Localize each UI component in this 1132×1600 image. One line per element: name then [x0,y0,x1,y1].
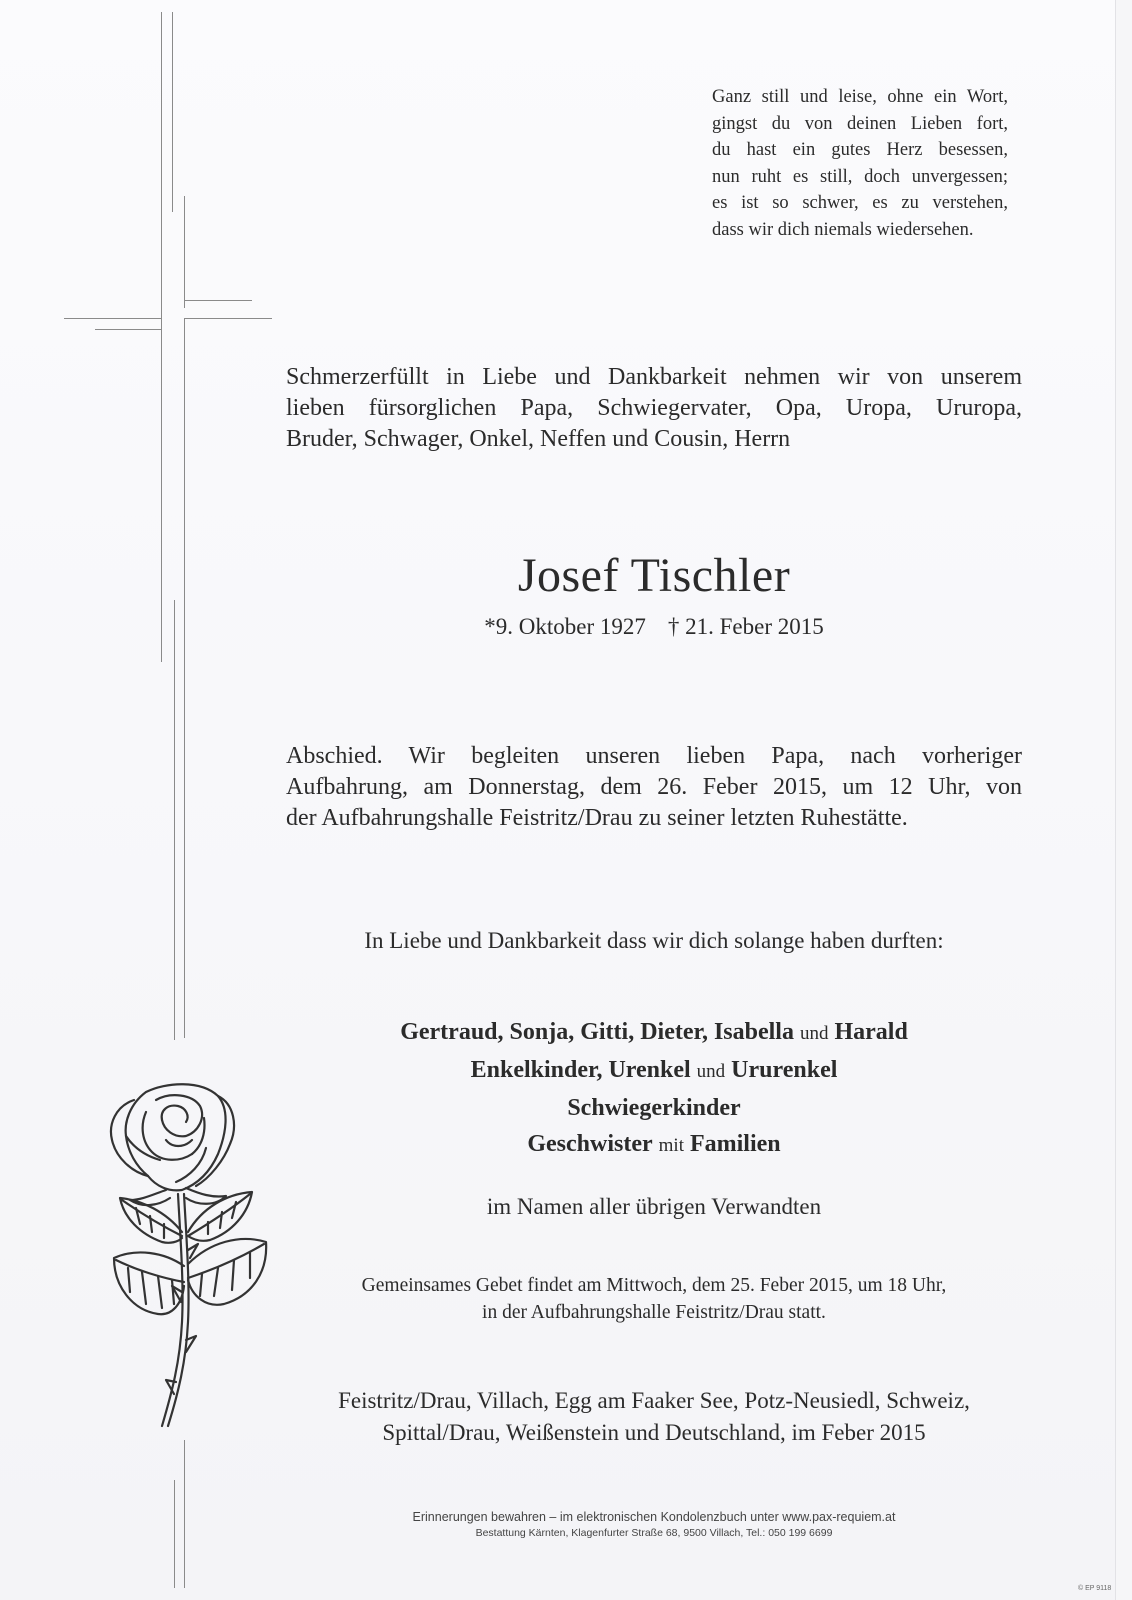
poem-line: nun ruht es still, doch unvergessen; [712,166,1008,187]
intro-line: Schmerzerfüllt in Liebe und Dankbarkeit nehmen wir von unserem [286,364,1022,390]
death-date: † 21. Feber 2015 [667,614,824,639]
places-line: Spittal/Drau, Weißenstein und Deutschland, im Feber 2015 [382,1420,926,1445]
family-line-3 [286,1090,1022,1126]
prayer-line: in der Aufbahrungshalle Feistritz/Drau statt. [482,1302,826,1323]
poem-line: es ist so schwer, es zu verstehen, [712,193,1008,213]
farewell-line: der Aufbahrungshalle Feistritz/Drau zu seiner letzten Ruhestätte. [286,805,908,831]
places-line: Feistritz/Drau, Villach, Egg am Faaker See, Potz-Neusiedl, Schweiz, [338,1388,970,1413]
relatives-line: im Namen aller übrigen Verwandten [486,1194,822,1219]
farewell-line: Abschied. Wir begleiten unseren lieben Papa, nach vorheriger [286,743,1022,769]
family-names: Familien [689,1131,781,1157]
life-dates [286,612,1022,642]
intro-paragraph [286,362,1022,455]
conjunction: und [696,1061,726,1082]
family-list [286,1014,1022,1164]
family-line-4 [286,1126,1022,1164]
poem-line: du hast ein gutes Herz besessen, [712,140,1008,160]
prayer-notice [286,1272,1022,1326]
conjunction: und [799,1023,829,1044]
family-names: Harald [834,1019,908,1045]
family-names: Geschwister [527,1131,653,1157]
birth-date: *9. Oktober 1927 [484,614,646,639]
family-names: Enkelkinder, Urenkel [470,1057,691,1083]
farewell-line: Aufbahrung, am Donnerstag, dem 26. Feber 2015, um 12 Uhr, von [286,774,1022,800]
family-line-2 [286,1052,1022,1090]
family-names: Schwiegerkinder [567,1095,741,1121]
family-names: Ururenkel [731,1057,838,1083]
footer-condolence-line: Erinnerungen bewahren – im elektronischen Kondolenzbuch unter www.pax-requiem.at [412,1510,896,1524]
prayer-line: Gemeinsames Gebet findet am Mittwoch, dem 25. Feber 2015, um 18 Uhr, [361,1275,947,1296]
deceased-name: Josef Tischler [517,549,791,602]
rose-icon [106,1082,276,1432]
print-code: © EP 9118 [1078,1585,1112,1592]
poem-line: Ganz still und leise, ohne ein Wort, [712,87,1008,107]
intro-line: Bruder, Schwager, Onkel, Neffen und Cousin, Herrn [286,426,791,452]
farewell-paragraph [286,741,1022,834]
family-line-1 [286,1014,1022,1052]
poem-line: gingst du von deinen Lieben fort, [712,113,1008,134]
thanks-line: In Liebe und Dankbarkeit dass wir dich solange haben durften: [364,928,944,953]
footer [286,1508,1022,1541]
poem [712,84,1008,243]
footer-address-line: Bestattung Kärnten, Klagenfurter Straße 68, 9500 Villach, Tel.: 050 199 6699 [475,1527,833,1539]
poem-line: dass wir dich niemals wiedersehen. [712,219,974,240]
places-and-date [286,1385,1022,1449]
family-names: Gertraud, Sonja, Gitti, Dieter, Isabella [400,1019,794,1045]
conjunction: mit [658,1135,684,1156]
intro-line: lieben fürsorglichen Papa, Schwiegervater, Opa, Uropa, Ururopa, [286,395,1022,421]
